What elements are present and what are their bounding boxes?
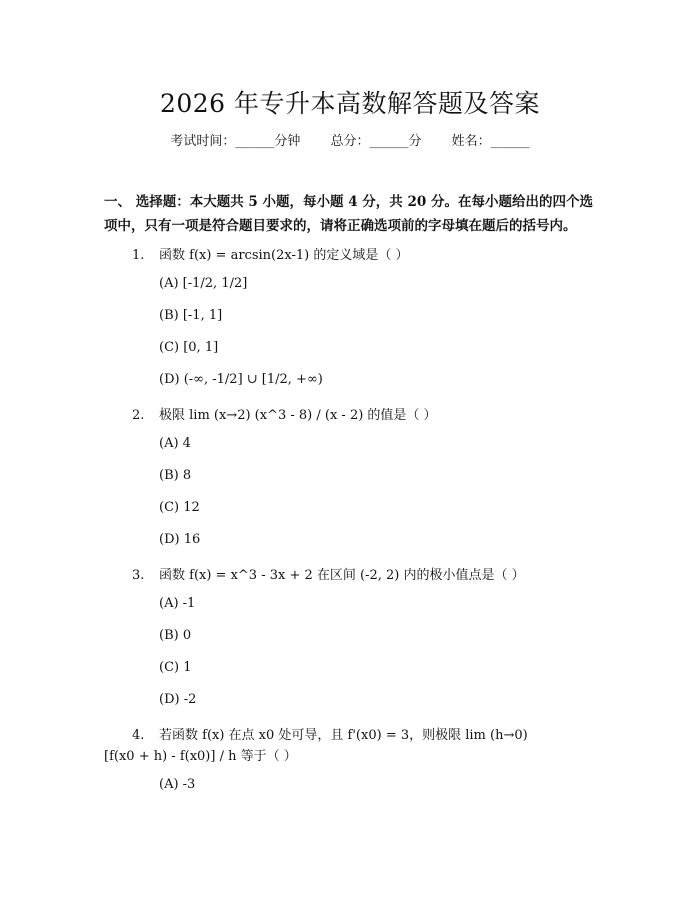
option-3c: (C) 1 [159,660,192,675]
option-3b: (B) 0 [159,628,192,643]
document-title: 2026 年专升本高数解答题及答案 [159,89,541,118]
question-4-continued: [f(x0 + h) - f(x0)] / h 等于（ ） [104,749,297,764]
exam-meta [0,130,700,149]
option-1b: (B) [-1, 1] [159,308,223,323]
question-1 [132,244,408,263]
question-number: 1. [132,248,145,263]
question-stem: 函数 f(x) = arcsin(2x-1) 的定义域是（ ） [159,248,409,263]
question-2 [132,404,437,423]
option-2b: (B) 8 [159,468,192,483]
question-3 [132,564,525,583]
option-2d: (D) 16 [159,532,201,547]
exam-score: 总分：______分 [330,134,422,149]
option-1c: (C) [0, 1] [159,340,219,355]
option-1a: (A) [-1/2, 1/2] [159,276,248,291]
question-number: 4. [132,728,145,743]
exam-time: 考试时间：______分钟 [170,134,301,149]
option-4a: (A) -3 [159,777,196,792]
question-number: 2. [132,408,145,423]
exam-name: 姓名：______ [451,134,530,149]
section-heading: 一、 选择题：本大题共 5 小题，每小题 4 分，共 20 分。在每小题给出的四个选项中，只有一项是符合题目要求的，请将正确选项前的字母填在题后的括号内。 [104,194,593,234]
question-number: 3. [132,568,145,583]
option-3d: (D) -2 [159,692,197,707]
question-stem: 极限 lim (x→2) (x^3 - 8) / (x - 2) 的值是（ ） [159,408,437,423]
option-2c: (C) 12 [159,500,200,515]
question-4 [132,724,528,743]
option-3a: (A) -1 [159,596,196,611]
question-stem: 若函数 f(x) 在点 x0 处可导，且 f'(x0) = 3，则极限 lim (h→0) [159,728,528,743]
option-1d: (D) (-∞, -1/2] ∪ [1/2, +∞) [159,372,323,387]
option-2a: (A) 4 [159,436,191,451]
question-stem: 函数 f(x) = x^3 - 3x + 2 在区间 (-2, 2) 内的极小值点是（ ） [159,568,525,583]
